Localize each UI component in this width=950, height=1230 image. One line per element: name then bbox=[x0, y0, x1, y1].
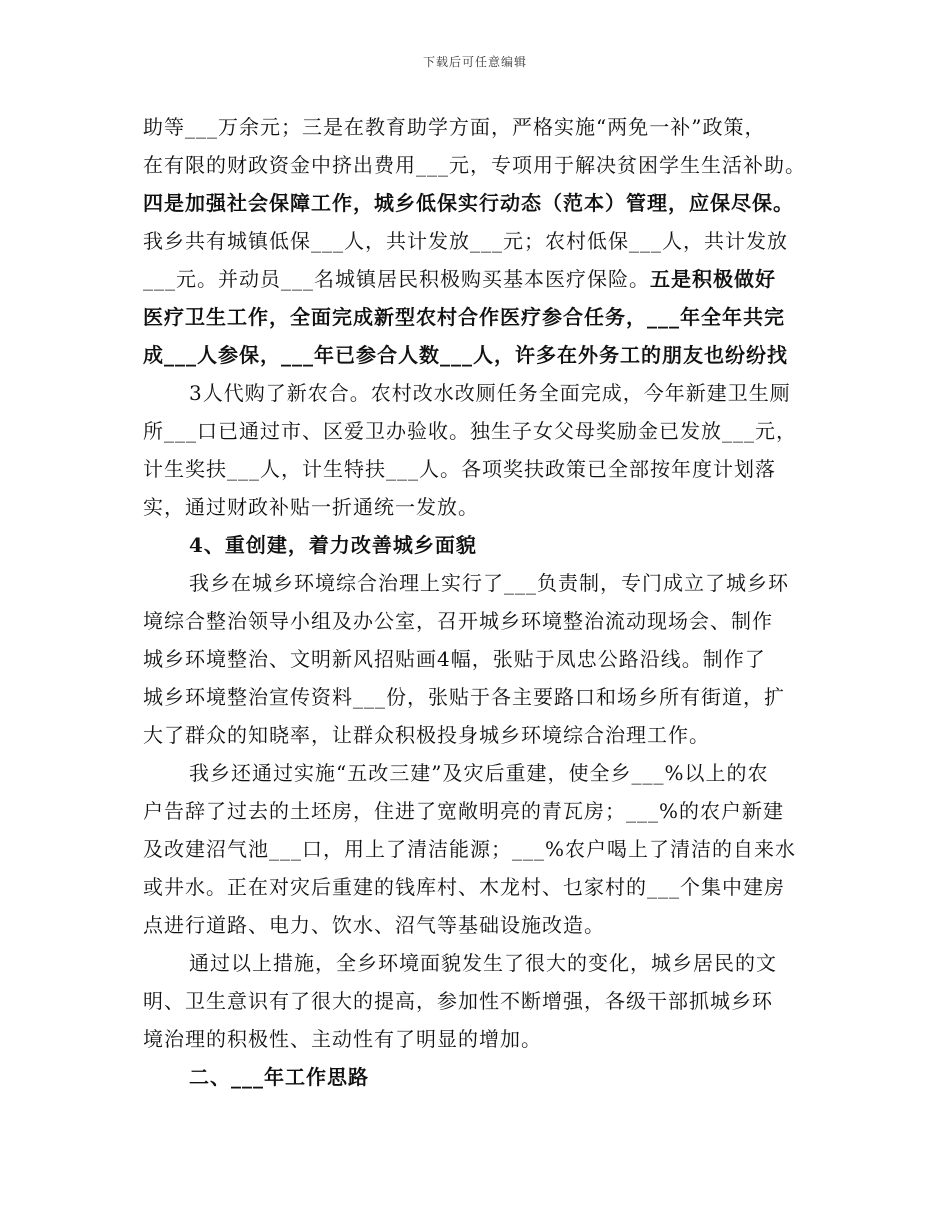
section-heading: 二、___年工作思路 bbox=[189, 1065, 369, 1089]
text-line: 户告辞了过去的土坯房，住进了宽敞明亮的青瓦房；___%的农户新建 bbox=[143, 799, 785, 823]
document-body bbox=[143, 108, 809, 1096]
text-line: 3人代购了新农合。农村改水改厕任务全面完成，今年新建卫生厕 bbox=[189, 381, 791, 405]
text-line-mixed bbox=[143, 260, 809, 298]
text-line-bold: 医疗卫生工作，全面完成新型农村合作医疗参合任务，___年全年共完 bbox=[143, 305, 785, 329]
text-line: 境治理的积极性、主动性有了明显的增加。 bbox=[143, 1027, 542, 1051]
text-line: 计生奖扶___人，计生特扶___人。各项奖扶政策已全部按年度计划落 bbox=[143, 457, 776, 481]
text-line: 通过以上措施，全乡环境面貌发生了很大的变化，城乡居民的文 bbox=[189, 951, 777, 975]
text-line: 大了群众的知晓率，让群众积极投身城乡环境综合治理工作。 bbox=[143, 723, 710, 747]
text-line: 或井水。正在对灾后重建的钱库村、木龙村、乜家村的___个集中建房 bbox=[143, 875, 785, 899]
text-line: 我乡在城乡环境综合治理上实行了___负责制，专门成立了城乡环 bbox=[189, 571, 789, 595]
text-line: 所___口已通过市、区爱卫办验收。独生子女父母奖励金已发放___元， bbox=[143, 419, 797, 443]
text-line: 在有限的财政资金中挤出费用___元，专项用于解决贫困学生生活补助。 bbox=[143, 153, 806, 177]
text-span-bold: 五是积极做好 bbox=[650, 267, 776, 291]
text-line: 我乡还通过实施“五改三建”及灾后重建，使全乡___%以上的农 bbox=[189, 761, 769, 785]
text-line-bold: 成___人参保，___年已参合人数___人，许多在外务工的朋友也纷纷找 bbox=[143, 343, 788, 367]
text-line: 城乡环境整治、文明新风招贴画4幅，张贴于凤忠公路沿线。制作了 bbox=[143, 647, 766, 671]
text-line: 点进行道路、电力、饮水、沼气等基础设施改造。 bbox=[143, 913, 605, 937]
text-line: 助等___万余元；三是在教育助学方面，严格实施“两免一补”政策， bbox=[143, 115, 766, 139]
text-line: 及改建沼气池___口，用上了清洁能源；___%农户喝上了清洁的自来水 bbox=[143, 837, 797, 861]
text-line: 明、卫生意识有了很大的提高，参加性不断增强，各级干部抓城乡环 bbox=[143, 989, 773, 1013]
section-heading: 4、重创建，着力改善城乡面貌 bbox=[189, 533, 477, 557]
text-span: ___元。并动员___名城镇居民积极购买基本医疗保险。 bbox=[143, 267, 650, 291]
text-line: 境综合整治领导小组及办公室，召开城乡环境整治流动现场会、制作 bbox=[143, 609, 773, 633]
text-line: 我乡共有城镇低保___人，共计发放___元；农村低保___人，共计发放 bbox=[143, 229, 788, 253]
page-header: 下载后可任意编辑 bbox=[422, 55, 527, 69]
text-line-bold: 四是加强社会保障工作，城乡低保实行动态（范本）管理，应保尽保。 bbox=[143, 191, 794, 215]
text-line: 实，通过财政补贴一折通统一发放。 bbox=[143, 495, 479, 519]
text-line: 城乡环境整治宣传资料___份，张贴于各主要路口和场乡所有街道，扩 bbox=[143, 685, 785, 709]
